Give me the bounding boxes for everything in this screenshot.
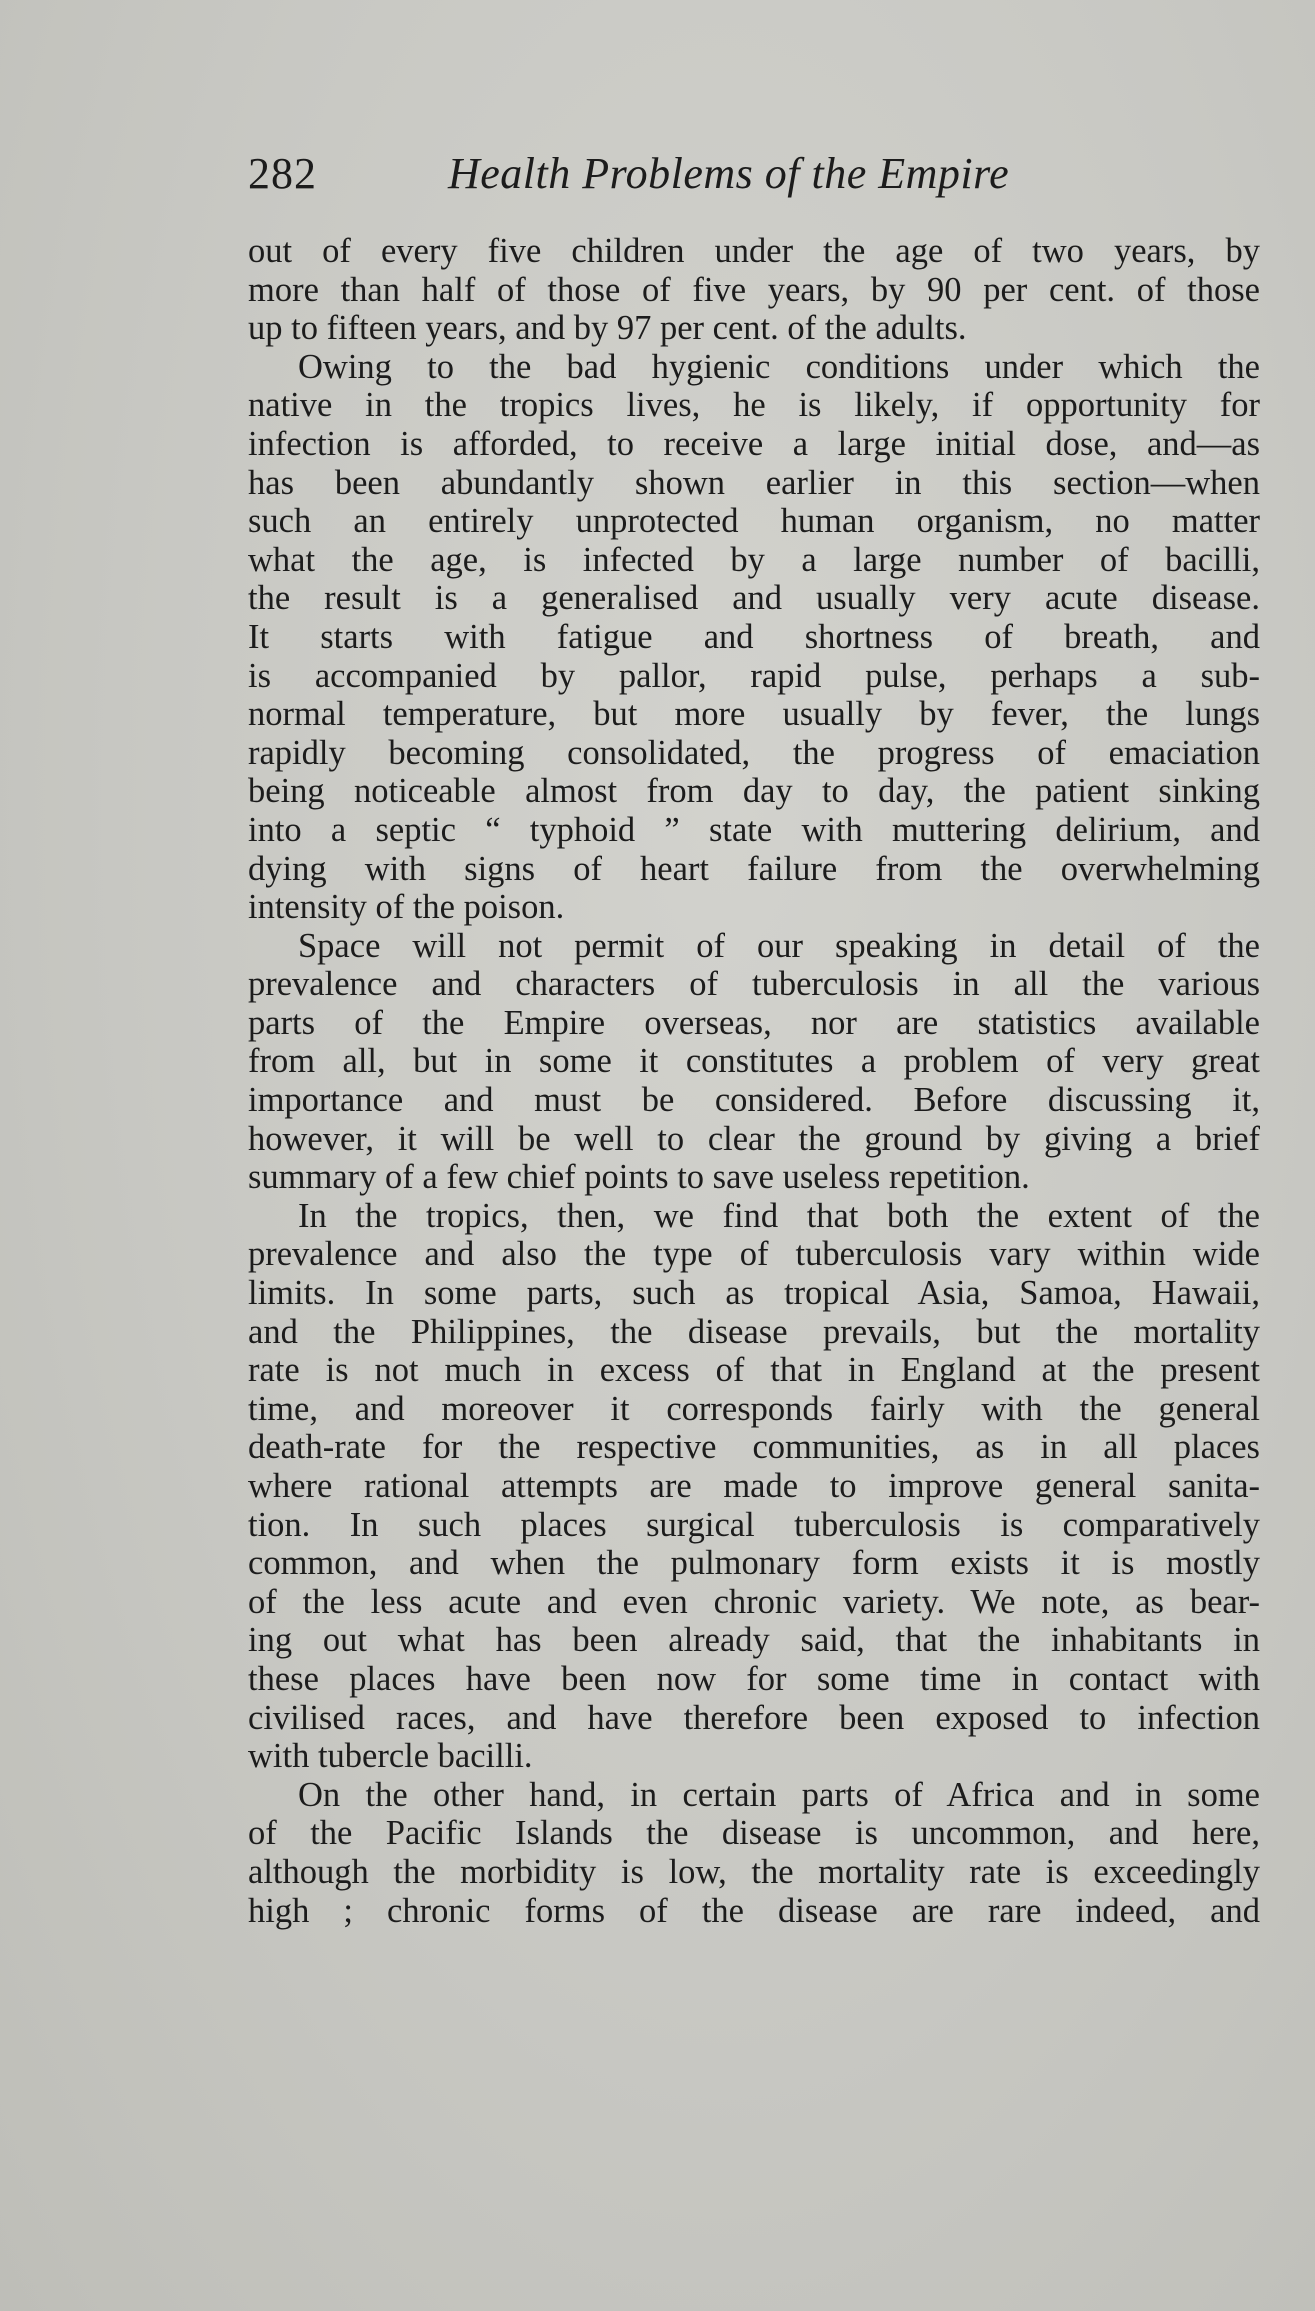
paragraph-first-line: On the other hand, in certain parts of Africa and in some: [298, 1775, 1260, 1814]
paragraph-first-line: Owing to the bad hygienic conditions under which the: [298, 347, 1260, 386]
text-line: limits. In some parts, such as tropical Asia, Samoa, Hawaii,: [248, 1274, 1260, 1313]
text-line: rapidly becoming consolidated, the progress of emaciation: [248, 733, 1260, 772]
text-line: It starts with fatigue and shortness of breath, and: [248, 617, 1260, 656]
text-line: high ; chronic forms of the disease are rare indeed, and: [248, 1891, 1260, 1930]
paragraph-first-line: In the tropics, then, we find that both the extent of the: [298, 1196, 1260, 1235]
body-text: [248, 232, 1260, 1930]
text-line: prevalence and characters of tuberculosis in all the various: [248, 965, 1260, 1004]
text-line: time, and moreover it corresponds fairly with the general: [248, 1389, 1260, 1428]
text-line: native in the tropics lives, he is likely, if opportunity for: [248, 386, 1260, 425]
text-line: more than half of those of five years, by 90 per cent. of those: [248, 270, 1260, 309]
text-line: has been abundantly shown earlier in this section—when: [248, 463, 1260, 502]
text-line: out of every five children under the age of two years, by: [248, 232, 1260, 270]
text-line: civilised races, and have therefore been exposed to infection: [248, 1698, 1260, 1737]
text-line: normal temperature, but more usually by fever, the lungs: [248, 695, 1260, 734]
text-line: death-rate for the respective communities, as in all places: [248, 1428, 1260, 1467]
text-line: although the morbidity is low, the mortality rate is exceedingly: [248, 1852, 1260, 1891]
text-line: with tubercle bacilli.: [248, 1737, 533, 1776]
text-line: dying with signs of heart failure from the overwhelming: [248, 849, 1260, 888]
text-line: these places have been now for some time in contact with: [248, 1659, 1260, 1698]
page-number: 282: [248, 149, 317, 198]
text-line: importance and must be considered. Before discussing it,: [248, 1081, 1260, 1120]
text-line: summary of a few chief points to save useless repetition.: [248, 1158, 1030, 1197]
text-line: prevalence and also the type of tuberculosis vary within wide: [248, 1235, 1260, 1274]
text-line: rate is not much in excess of that in England at the present: [248, 1351, 1260, 1390]
text-line: being noticeable almost from day to day, the patient sinking: [248, 772, 1260, 811]
text-line: however, it will be well to clear the ground by giving a brief: [248, 1119, 1260, 1158]
text-line: such an entirely unprotected human organism, no matter: [248, 502, 1260, 541]
text-line: is accompanied by pallor, rapid pulse, perhaps a sub-: [248, 656, 1260, 695]
text-line: ing out what has been already said, that the inhabitants in: [248, 1621, 1260, 1660]
page-header: [248, 148, 1076, 208]
text-line: tion. In such places surgical tuberculosis is comparatively: [248, 1505, 1260, 1544]
text-line: infection is afforded, to receive a large initial dose, and—as: [248, 424, 1260, 463]
text-line: intensity of the poison.: [248, 888, 565, 927]
text-line: parts of the Empire overseas, nor are statistics available: [248, 1003, 1260, 1042]
text-line: up to fifteen years, and by 97 per cent. of the adults.: [248, 309, 967, 348]
text-line: where rational attempts are made to improve general sanita-: [248, 1467, 1260, 1505]
paragraph-first-line: Space will not permit of our speaking in detail of the: [298, 926, 1260, 965]
text-line: into a septic “ typhoid ” state with muttering delirium, and: [248, 810, 1260, 849]
text-line: of the less acute and even chronic variety. We note, as bear-: [248, 1582, 1260, 1621]
text-line: of the Pacific Islands the disease is uncommon, and here,: [248, 1814, 1260, 1853]
text-line: and the Philippines, the disease prevails, but the mortality: [248, 1312, 1260, 1351]
text-line: the result is a generalised and usually very acute disease.: [248, 579, 1260, 618]
text-line: what the age, is infected by a large number of bacilli,: [248, 540, 1260, 579]
running-title: Health Problems of the Empire: [448, 149, 1010, 198]
text-line: from all, but in some it constitutes a problem of very great: [248, 1042, 1260, 1081]
text-line: common, and when the pulmonary form exists it is mostly: [248, 1544, 1260, 1583]
